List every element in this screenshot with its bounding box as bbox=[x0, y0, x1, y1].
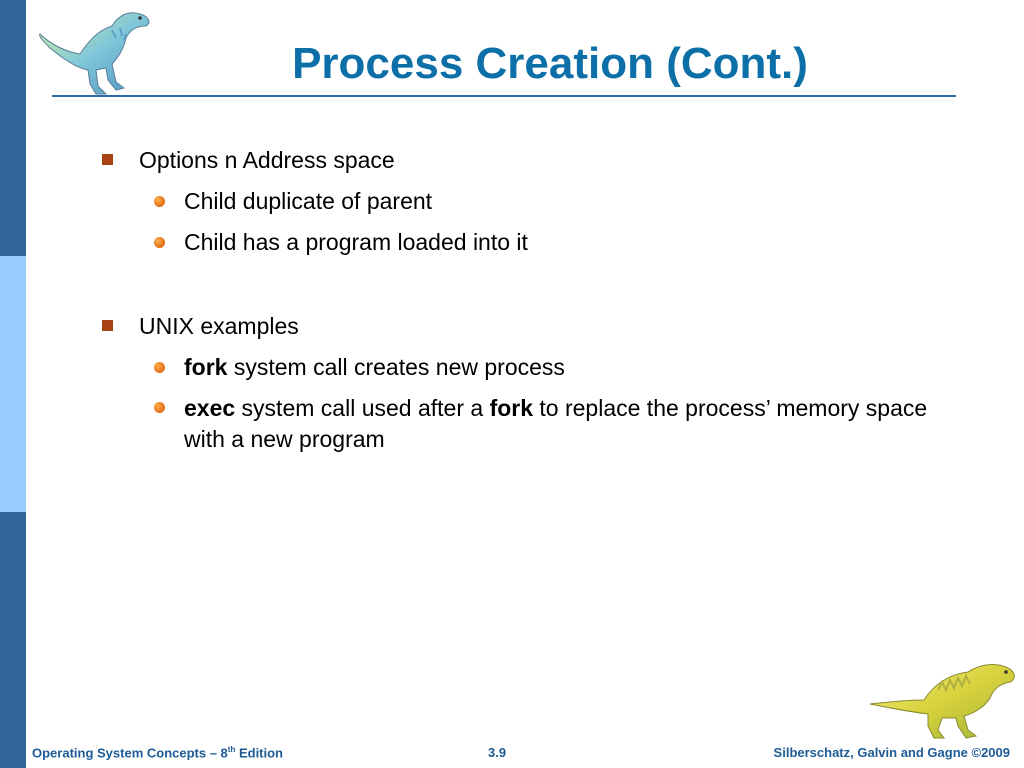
bullet-child-duplicate bbox=[184, 187, 432, 215]
bold-term-fork: fork bbox=[184, 354, 228, 380]
bullet-text: Child duplicate of parent bbox=[184, 188, 433, 214]
bullet-child-program-loaded bbox=[184, 228, 528, 256]
footer-copyright: Silberschatz, Galvin and Gagne ©2009 bbox=[773, 745, 1010, 760]
bullet-exec-system-call bbox=[184, 393, 944, 455]
footer-book-title bbox=[32, 745, 283, 760]
round-bullet-icon bbox=[154, 196, 165, 207]
footer-slide-number: 3.9 bbox=[488, 745, 507, 760]
bullet-unix-examples bbox=[139, 312, 299, 340]
round-bullet-icon bbox=[154, 362, 165, 373]
footer-title-end: Edition bbox=[235, 745, 284, 761]
bullet-text: Child has a program loaded into it bbox=[184, 229, 528, 255]
bullet-fork-system-call bbox=[184, 353, 565, 381]
slide-title: Process Creation (Cont.) bbox=[292, 39, 808, 88]
bullet-text: Options n Address space bbox=[139, 147, 395, 173]
bullet-text: to replace the process’ memory space with a new program bbox=[184, 395, 928, 452]
dinosaur-bottom-icon bbox=[868, 660, 1018, 740]
bullet-text: UNIX examples bbox=[139, 313, 299, 339]
bold-term-fork: fork bbox=[489, 395, 534, 421]
bullet-text: system call used after a bbox=[235, 395, 490, 421]
round-bullet-icon bbox=[154, 237, 165, 248]
bullet-options-address-space bbox=[139, 146, 395, 174]
round-bullet-icon bbox=[154, 402, 165, 413]
square-bullet-icon bbox=[102, 154, 113, 165]
bullet-text: system call creates new process bbox=[227, 354, 565, 380]
bold-term-exec: exec bbox=[184, 395, 236, 421]
footer-title-text: Operating System Concepts – 8 bbox=[32, 745, 228, 761]
square-bullet-icon bbox=[102, 320, 113, 331]
footer-superscript: th bbox=[227, 745, 236, 754]
